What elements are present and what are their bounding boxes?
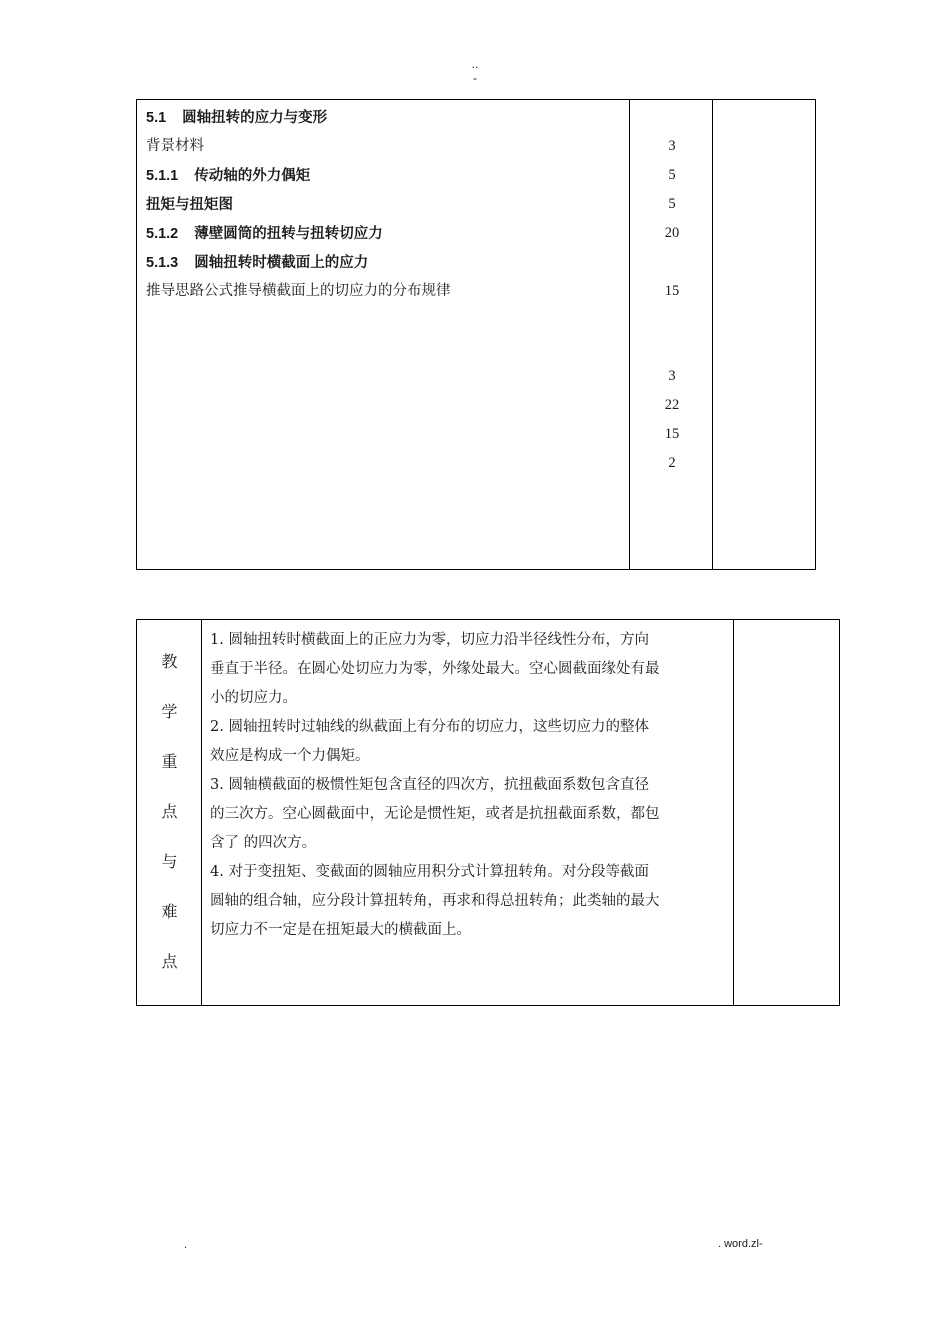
row-value: 15 [664,426,680,442]
row-text: 圆轴扭转时横截面上的应力 [194,254,369,271]
side-label-char: 难 [161,902,178,921]
row-label [146,219,383,249]
text-line: 的三次方。空心圆截面中，无论是惯性矩，或者是抗扭截面系数，都包 [210,806,660,822]
table-row [137,103,815,132]
row-value: 5 [668,167,676,183]
text-line: 含了 的四次方。 [210,835,317,851]
row-value: 15 [664,283,680,299]
row-text: 扭矩与扭矩图 [146,196,233,213]
key-points-table [136,619,840,1006]
row-text: 传动轴的外力偶矩 [194,167,311,184]
text-line: 小的切应力。 [210,690,297,706]
table-row [137,362,815,391]
text-line: 切应力不一定是在扭矩最大的横截面上。 [210,922,471,938]
section-number: 5.1.3 [146,255,179,271]
row-text: 推导思路公式推导横截面上的切应力的分布规律 [146,283,451,299]
side-label-char: 学 [161,702,178,721]
table-row [137,277,815,306]
row-value: 5 [668,196,676,212]
row-text: 背景材料 [146,138,204,154]
row-value: 3 [668,368,676,384]
side-label-char: 与 [161,852,178,871]
footer-right: . word.zl- [718,1238,763,1250]
side-label [137,650,202,1000]
text-line: 圆轴的组合轴，应分段计算扭转角，再求和得总扭转角；此类轴的最大 [210,893,660,909]
section-number: 5.1 [146,110,167,126]
side-label-char: 重 [161,752,178,771]
table-row [137,420,815,449]
row-label [146,132,204,161]
row-value: 2 [668,455,676,471]
row-text: 薄壁圆筒的扭转与扭转切应力 [194,225,383,242]
row-label [146,277,451,306]
footer-left: . [184,1239,188,1251]
table-row [137,132,815,161]
row-value: 3 [668,138,676,154]
content-table [136,99,816,570]
text-line: 1. 圆轴扭转时横截面上的正应力为零，切应力沿半径线性分布，方向 [210,632,649,648]
row-label [146,103,327,133]
text-line: 垂直于半径。在圆心处切应力为零，外缘处最大。空心圆截面缘处有最 [210,661,660,677]
section-number: 5.1.2 [146,226,179,242]
row-value: 22 [664,397,680,413]
table-row [137,161,815,190]
row-label [146,248,368,278]
text-line: 效应是构成一个力偶矩。 [210,748,370,764]
table-row [137,248,815,277]
table-row [137,219,815,248]
section-number: 5.1.1 [146,168,179,184]
table-row [137,190,815,219]
text-line: 4. 对于变扭矩、变截面的圆轴应用积分式计算扭转角。对分段等截面 [210,864,649,880]
text-line: 3. 圆轴横截面的极惯性矩包含直径的四次方，抗扭截面系数包含直径 [210,777,649,793]
text-line: 2. 圆轴扭转时过轴线的纵截面上有分布的切应力，这些切应力的整体 [210,719,649,735]
table-row [137,449,815,478]
header-dots: .. [471,57,479,71]
table-row [137,391,815,420]
side-label-char: 点 [161,802,178,821]
row-label [146,190,233,219]
row-label [146,161,310,191]
row-text: 圆轴扭转的应力与变形 [182,109,328,126]
key-points-text [210,626,734,945]
side-label-char: 点 [161,952,178,971]
row-value: 20 [664,225,680,241]
header-dash: - [473,71,477,85]
side-label-char: 教 [161,652,178,671]
